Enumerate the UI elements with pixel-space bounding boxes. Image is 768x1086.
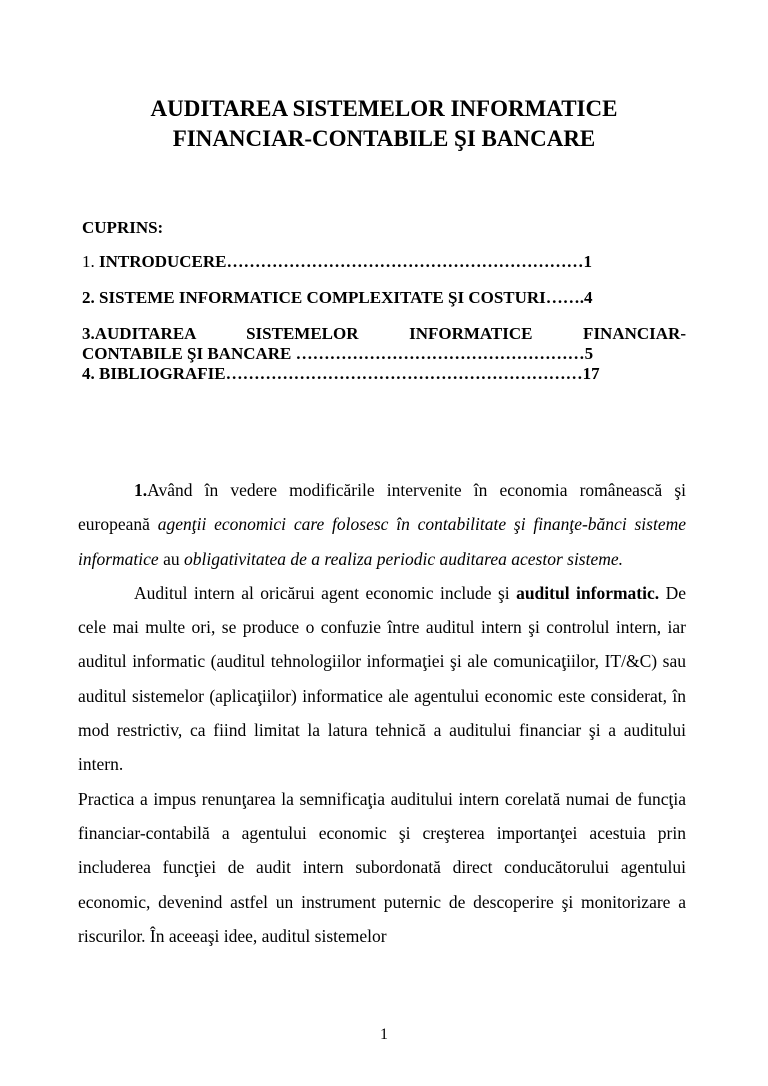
toc-item-1-label: INTRODUCERE………………………………………………………1 <box>99 252 593 271</box>
document-body <box>78 473 686 953</box>
paragraph-1-text-1: Având în vedere modificările intervenite în economia românească şi europeană <box>78 480 686 535</box>
toc-item-2 <box>82 288 686 308</box>
paragraph-1 <box>78 473 686 576</box>
toc-item-4-label: 4. BIBLIOGRAFIE………………………………………………………17 <box>82 364 600 383</box>
paragraph-1-number: 1. <box>134 480 148 500</box>
toc-item-3-line-2 <box>82 344 686 364</box>
toc-item-3 <box>82 324 686 364</box>
paragraph-2-bold-term: auditul informatic. <box>516 582 660 603</box>
paragraph-2-text-1: Auditul intern al oricărui agent economic include şi <box>134 582 517 603</box>
paragraph-1-text-2: au <box>158 548 184 569</box>
paragraph-2-text-2: De cele mai multe ori, se produce o confuzie între auditul intern şi controlul intern, iar auditul informatic (auditul tehnologiilor informaţiei şi ale comunicaţiilor, IT/&C) sau auditul sistemelor (aplicaţiilor) informatice ale agentului economic este considerat, în mod restrictiv, ca fiind limitat la latura tehnică a auditului financiar şi a auditului intern. <box>78 582 686 775</box>
paragraph-1-emphasis-2: obligativitatea de a realiza periodic auditarea acestor sisteme. <box>183 548 624 569</box>
paragraph-1-emphasis-1: agenţii economici care folosesc în contabilitate şi finanţe-bănci sisteme informatice <box>78 514 686 569</box>
document-title <box>76 94 692 154</box>
toc-item-3-label-part-1: 3.AUDITAREA SISTEMELOR INFORMATICE FINANCIAR- <box>82 324 686 343</box>
toc-item-3-label-part-2: CONTABILE ŞI BANCARE ……………………………………………5 <box>82 344 594 363</box>
toc-item-1-number: 1. <box>82 252 99 271</box>
page-number: 1 <box>380 1026 388 1043</box>
toc-item-4 <box>82 364 686 384</box>
toc-item-1 <box>82 252 686 272</box>
paragraph-2 <box>78 576 686 782</box>
toc-item-3-line-1 <box>82 324 686 344</box>
title-line-2: FINANCIAR-CONTABILE ŞI BANCARE <box>172 126 596 151</box>
table-of-contents <box>82 218 686 384</box>
toc-heading: CUPRINS: <box>82 218 164 237</box>
paragraph-3: Practica a impus renunţarea la semnificaţia auditului intern corelată numai de funcţia financiar-contabilă a agentului economic şi creşterea importanţei acestuia prin includerea funcţiei de audit intern subordonată direct conducătorului agentului economic, devenind astfel un instrument puternic de descoperire şi monitorizare a riscurilor. În aceeaşi idee, auditul sistemelor <box>78 788 686 946</box>
title-line-1: AUDITAREA SISTEMELOR INFORMATICE <box>150 96 618 121</box>
toc-item-2-label: 2. SISTEME INFORMATICE COMPLEXITATE ŞI COSTURI…….4 <box>82 288 593 307</box>
